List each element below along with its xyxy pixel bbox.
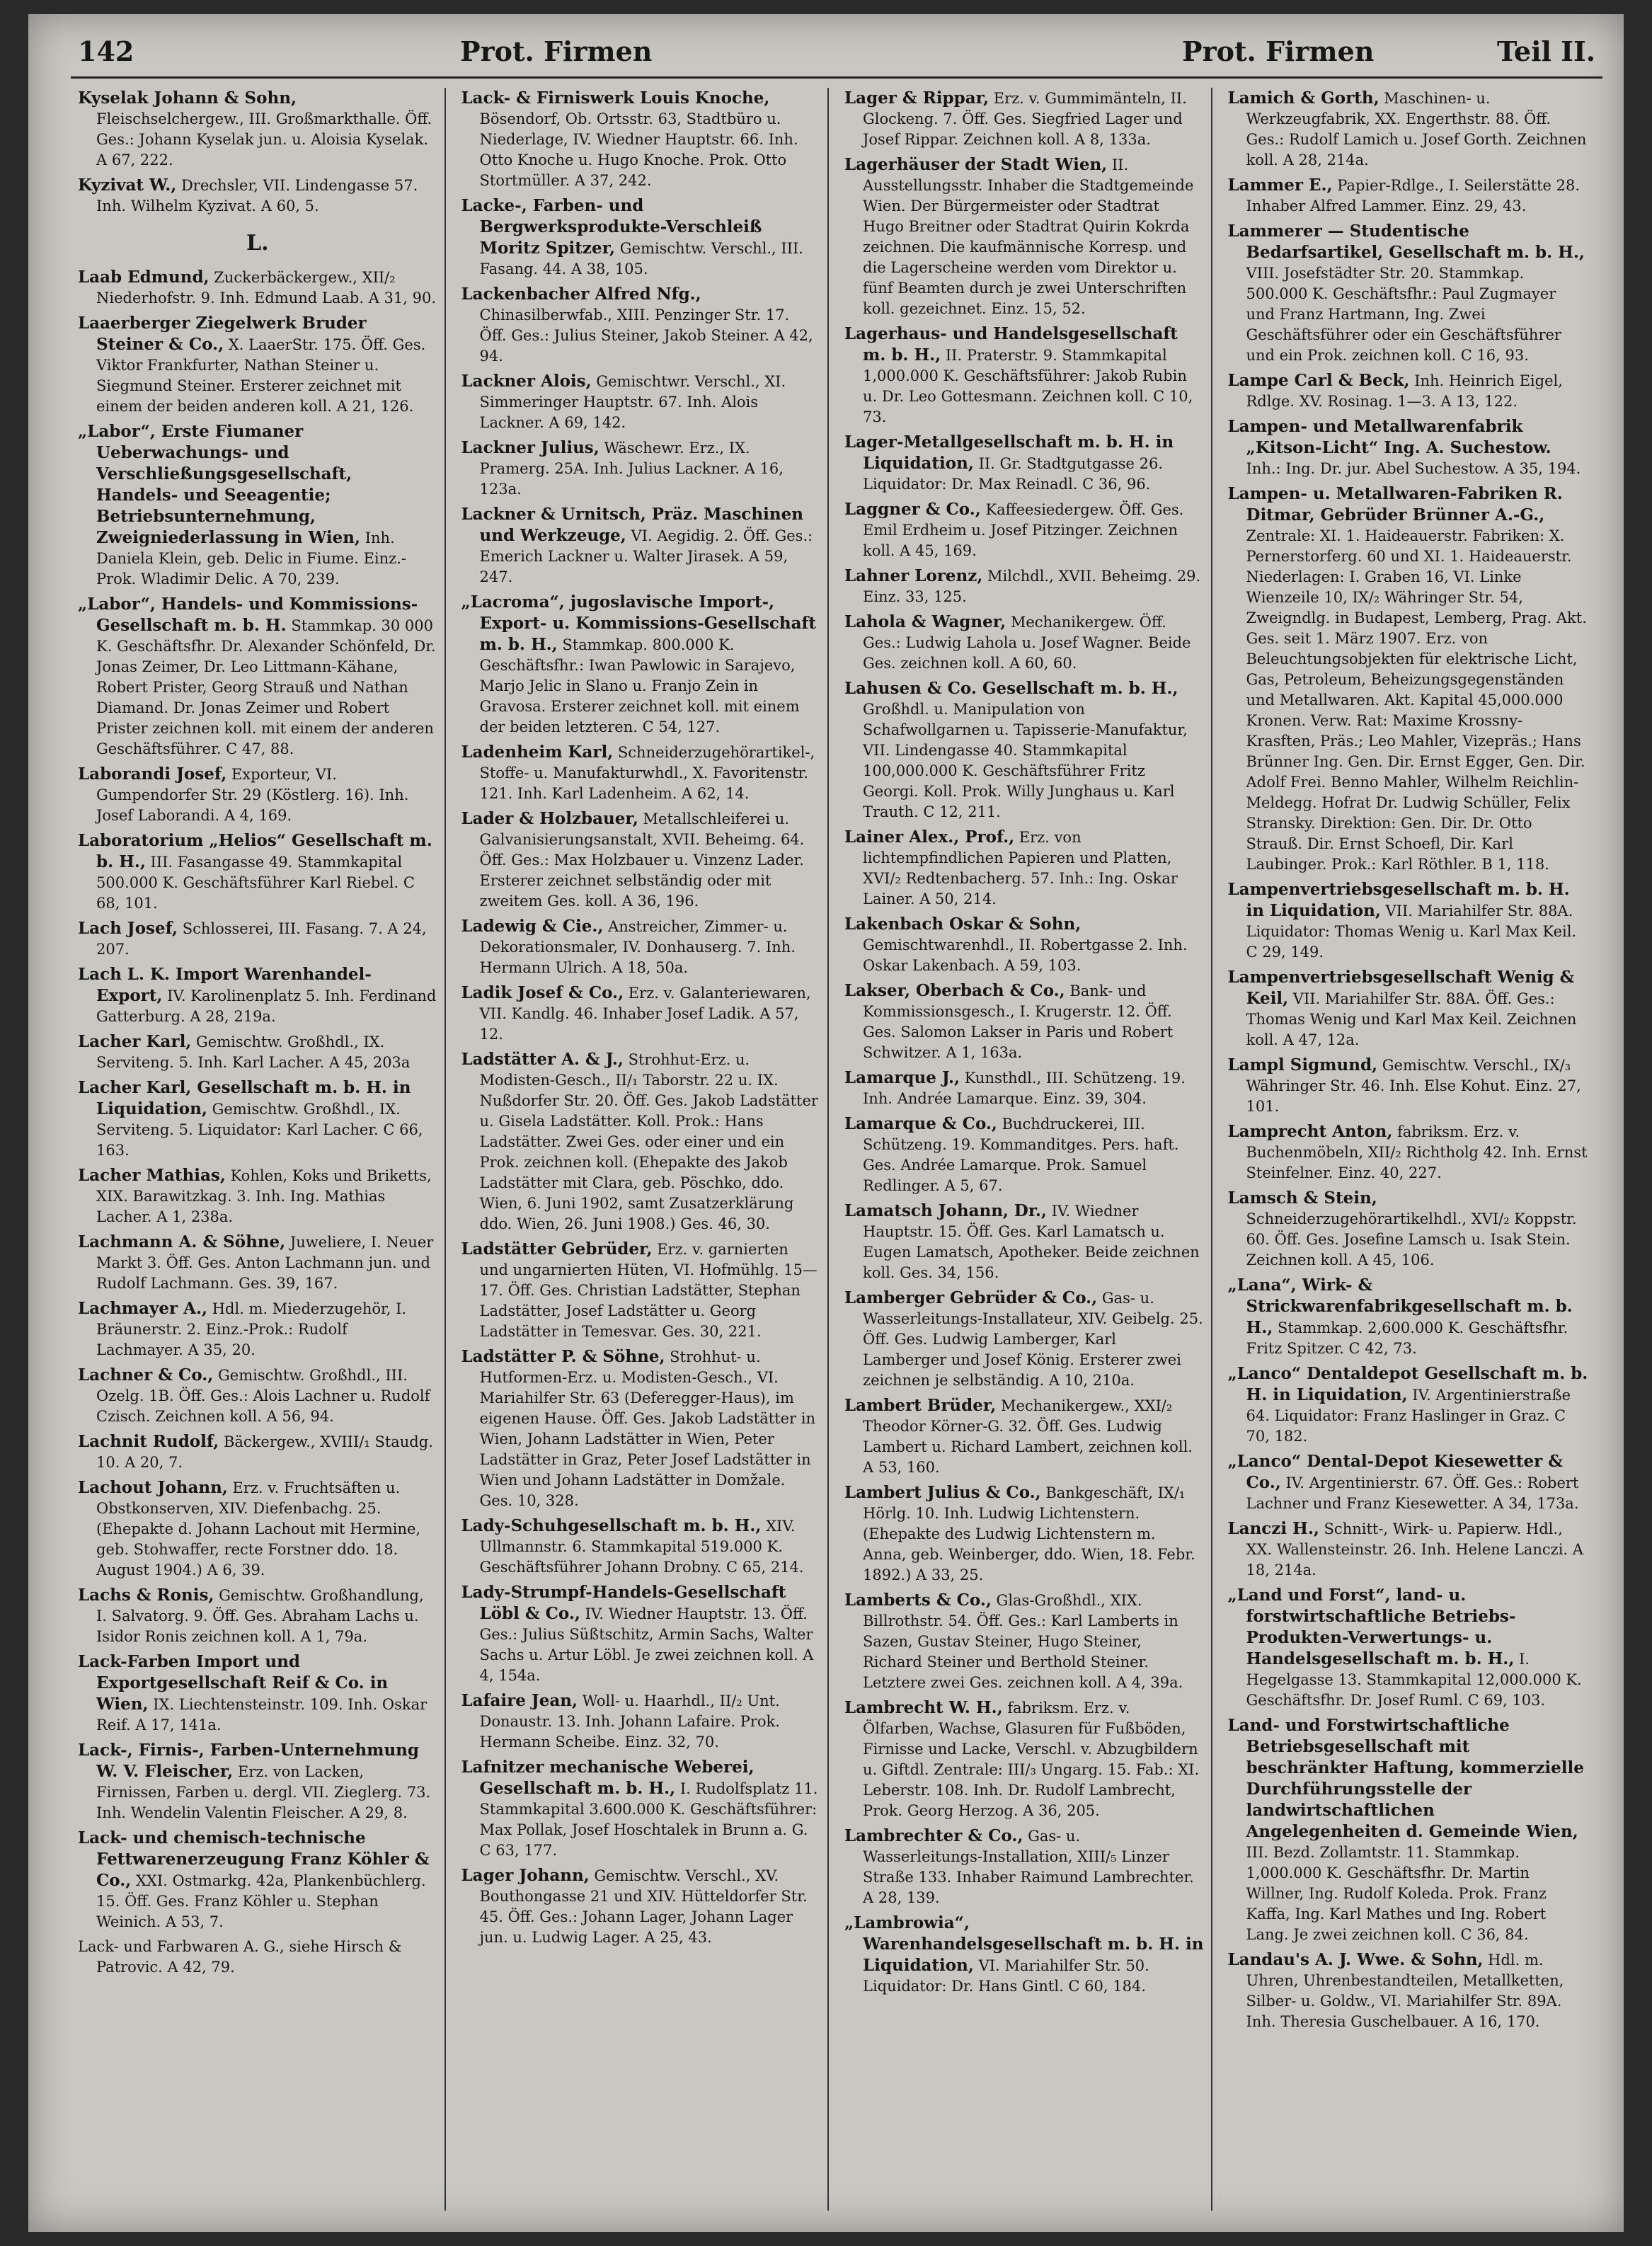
firm-details: fabriksm. Erz. v. Ölfarben, Wachse, Glasuren für Fußböden, Firnisse und Lacke, Verschl. v. Abzugbildern u. Giftdl. Zentrale: III/₃ Ungarg. 15. Fab.: XI. Leberstr. 108. Inh. Dr. Rudolf Lambrecht, Prok. Georg Herzog. A 36, 205.	[863, 1700, 1200, 1819]
firm-details: Erz. von Lacken, Firnissen, Farben u. dergl. VII. Zieglerg. 73. Inh. Wendelin Valentin Fleischer. A 29, 8.	[96, 1763, 431, 1821]
firm-name: Lambrechter & Co.,	[844, 1826, 1023, 1845]
firm-name: Lamarque & Co.,	[844, 1114, 997, 1133]
firm-details: Anstreicher, Zimmer- u. Dekorationsmaler, IV. Donhauserg. 7. Inh. Hermann Ulrich. A 18, 50a.	[479, 918, 796, 976]
firm-name: Lakser, Oberbach & Co.,	[844, 981, 1065, 1000]
firm-name: Lager & Rippar,	[844, 88, 990, 108]
firm-name: Lamarque J.,	[844, 1068, 960, 1087]
firm-name: „Labor“, Erste Fiumaner Ueberwachungs- und Verschließungsgesellschaft, Handels- und Seeagentie; Betriebsunternehmung, Zweigniederlassung in Wien,	[78, 422, 361, 547]
firm-name: Land- und Forstwirtschaftliche Betriebsgesellschaft mit beschränkter Haftung, kommerzielle Durchführungsstelle der landwirtschaftlichen Angelegenheiten d. Gemeinde Wien,	[1227, 1716, 1584, 1841]
firm-entry	[461, 808, 821, 912]
firm-entry	[78, 1740, 437, 1823]
firm-entry	[78, 1585, 437, 1647]
firm-entry	[78, 830, 437, 914]
firm-details: Bäckergew., XVIII/₁ Staudg. 10. A 20, 7.	[96, 1433, 433, 1471]
firm-entry	[78, 1651, 437, 1736]
firm-name: Lackenbacher Alfred Nfg.,	[461, 285, 701, 304]
firm-details: Drechsler, VII. Lindengasse 57. Inh. Wilhelm Kyzivat. A 60, 5.	[96, 177, 418, 214]
firm-name: Lambert Julius & Co.,	[844, 1483, 1041, 1502]
firm-entry	[461, 1346, 821, 1511]
firm-details: VII. Mariahilfer Str. 88A. Liquidator: Thomas Wenig u. Karl Max Keil. C 29, 149.	[1246, 903, 1577, 961]
firm-entry	[461, 1757, 821, 1861]
firm-details: Woll- u. Haarhdl., II/₂ Unt. Donaustr. 13. Inh. Johann Lafaire. Prok. Hermann Scheibe. Einz. 32, 70.	[479, 1692, 780, 1751]
firm-entry	[461, 592, 821, 738]
firm-details: I. Rudolfsplatz 11. Stammkapital 3.600.000 K. Geschäftsführer: Max Pollak, Josef Hoschtalek in Brunn a. G. C 63, 177.	[479, 1780, 818, 1859]
firm-name: Ladewig & Cie.,	[461, 917, 604, 936]
firm-details: Schnitt-, Wirk- u. Papierw. Hdl., XX. Wallensteinstr. 26. Inh. Helene Lanczi. A 18, 214a.	[1246, 1520, 1583, 1578]
firm-name: Lamatsch Johann, Dr.,	[844, 1201, 1047, 1220]
firm-name: Lachout Johann,	[78, 1478, 228, 1497]
page-number: 142	[78, 35, 134, 67]
firm-name: Lampe Carl & Beck,	[1227, 371, 1410, 390]
firm-name: Lamich & Gorth,	[1227, 88, 1379, 108]
firm-entry	[78, 1232, 437, 1294]
section-label: Teil II.	[1497, 35, 1595, 67]
firm-name: Lafnitzer mechanische Weberei, Gesellschaft m. b. H.,	[461, 1758, 755, 1798]
firm-entry	[78, 1477, 437, 1581]
firm-name: Lamsch & Stein,	[1227, 1188, 1377, 1208]
firm-entry	[461, 1582, 821, 1686]
running-title-right: Prot. Firmen	[1182, 35, 1375, 67]
firm-details: Exporteur, VI. Gumpendorfer Str. 29 (Köstlerg. 16). Inh. Josef Laborandi. A 4, 169.	[96, 766, 409, 824]
firm-entry	[844, 1067, 1204, 1109]
firm-details: VII. Mariahilfer Str. 88A. Öff. Ges.: Thomas Wenig und Karl Max Keil. Zeichnen koll. A 47, 12a.	[1246, 990, 1577, 1048]
firm-name: Lacher Karl, Gesellschaft m. b. H. in Liquidation,	[78, 1078, 411, 1118]
firm-details: Bankgeschäft, IX/₁ Hörlg. 10. Inh. Ludwig Lichtenstern. (Ehepakte des Ludwig Lichtenstern m. Anna, geb. Weinberger, ddo. Wien, 18. Febr. 1892.) A 33, 25.	[863, 1484, 1195, 1583]
firm-entry	[844, 1697, 1204, 1821]
firm-entry	[844, 154, 1204, 319]
firm-details: Strohhut- u. Hutformen-Erz. u. Modisten-Gesch., VI. Mariahilfer Str. 63 (Deferegger-Haus), im eigenen Hause. Öff. Ges. Jakob Ladstätter in Wien, Johann Ladstätter in Wien, Peter Ladstätter in Graz, Peter Josef Ladstätter in Wien und Johann Ladstätter in Domžale. Ges. 10, 328.	[479, 1348, 815, 1509]
firm-details: II. Gr. Stadtgutgasse 26. Liquidator: Dr. Max Reinadl. C 36, 96.	[863, 455, 1164, 493]
firm-entry	[461, 1516, 821, 1578]
firm-name: Ladenheim Karl,	[461, 743, 614, 762]
firm-details: I. Hegelgasse 13. Stammkapital 12,000.000 K. Geschäftsfhr. Dr. Josef Ruml. C 69, 103.	[1246, 1651, 1582, 1709]
firm-details: Erz. v. Fruchtsäften u. Obstkonserven, XIV. Diefenbachg. 25. (Ehepakte d. Johann Lachout mit Hermine, geb. Stohwaffer, recte Forstner ddo. 18. August 1904.) A 6, 39.	[96, 1479, 421, 1578]
firm-entry	[844, 432, 1204, 495]
firm-entry	[461, 371, 821, 433]
firm-entry	[844, 678, 1204, 823]
firm-name: Lach L. K. Import Warenhandel-Export,	[78, 965, 372, 1005]
firm-entry	[1228, 416, 1589, 479]
firm-details: Gas- u. Wasserleitungs-Installateur, XIV. Geibelg. 25. Öff. Ges. Ludwig Lamberger, Karl Lamberger und Josef König. Ersterer zwei zeichnen je selbständig. A 10, 210a.	[863, 1290, 1203, 1389]
firm-details: Juweliere, I. Neuer Markt 3. Öff. Ges. Anton Lachmann jun. und Rudolf Lachmann. Ges. 39, 167.	[96, 1234, 434, 1292]
firm-entry	[78, 918, 437, 960]
firm-name: Lady-Strumpf-Handels-Gesellschaft Löbl & Co.,	[461, 1583, 786, 1623]
firm-name: Laab Edmund,	[78, 268, 210, 287]
firm-details: II. Ausstellungsstr. Inhaber die Stadtgemeinde Wien. Der Bürgermeister oder Stadtrat Hugo Breitner oder Stadtrat Quirin Kokrda zeichnen. Die kaufmännische Korresp. und die Lagerscheine werden vom Direktor u. fünf Beamten durch je zwei Unterschriften koll. gezeichnet. Einz. 15, 52.	[863, 156, 1194, 317]
firm-name: Lack- & Firniswerk Louis Knoche,	[461, 88, 770, 108]
firm-entry	[461, 88, 821, 191]
firm-entry	[1228, 1188, 1589, 1271]
firm-details: Buchdruckerei, III. Schützeng. 19. Kommanditges. Pers. haft. Ges. Andrée Lamarque. Prok. Samuel Redlinger. A 5, 67.	[863, 1116, 1179, 1194]
firm-entry	[78, 1937, 437, 1978]
firm-entry	[1228, 1518, 1589, 1581]
firm-entry	[78, 1828, 437, 1932]
firm-entry	[78, 1431, 437, 1473]
firm-name: Lack-Farben Import und Exportgesellschaft Reif & Co. in Wien,	[78, 1652, 389, 1714]
firm-name: Lampen- und Metallwarenfabrik „Kitson-Licht“ Ing. A. Suchestow.	[1227, 417, 1551, 457]
firm-name: Lamprecht Anton,	[1227, 1122, 1393, 1141]
firm-entry	[1228, 175, 1589, 217]
firm-details: Inh. Heinrich Eigel, Rdlge. XV. Rosinag. 1—3. A 13, 122.	[1246, 372, 1563, 410]
firm-name: Lampenvertriebsgesellschaft m. b. H. in Liquidation,	[1227, 880, 1570, 920]
firm-name: „Labor“, Handels- und Kommissions-Gesellschaft m. b. H.	[78, 595, 418, 635]
firm-entry	[78, 88, 437, 171]
firm-entry	[844, 1288, 1204, 1391]
firm-details: Gemischtw. Großhdl., IX. Serviteng. 5. Liquidator: Karl Lacher. C 66, 163.	[96, 1101, 423, 1159]
firm-name: Lady-Schuhgesellschaft m. b. H.,	[461, 1516, 762, 1535]
firm-name: Lagerhäuser der Stadt Wien,	[844, 155, 1108, 174]
firm-details: Gas- u. Wasserleitungs-Installation, XIII/₅ Linzer Straße 133. Inhaber Raimund Lambrechter. A 28, 139.	[863, 1828, 1194, 1906]
firm-entry	[844, 1826, 1204, 1908]
firm-name: Kyselak Johann & Sohn,	[78, 88, 297, 108]
firm-details: Schneiderzugehörartikel-, Stoffe- u. Manufakturwhdl., X. Favoritenstr. 121. Inh. Karl Ladenheim. A 62, 14.	[479, 744, 815, 802]
firm-name: Lampl Sigmund,	[1227, 1055, 1378, 1075]
firm-name: Lambert Brüder,	[844, 1396, 997, 1415]
firm-details: Papier-Rdlge., I. Seilerstätte 28. Inhaber Alfred Lammer. Einz. 29, 43.	[1246, 177, 1581, 214]
firm-name: Lacher Mathias,	[78, 1166, 226, 1185]
firm-entry	[1228, 1585, 1589, 1711]
firm-details: Milchdl., XVII. Beheimg. 29. Einz. 33, 125.	[863, 568, 1201, 605]
firm-entry	[1228, 879, 1589, 963]
firm-entry	[461, 195, 821, 280]
firm-name: Lafaire Jean,	[461, 1691, 578, 1710]
firm-entry	[78, 594, 437, 760]
firm-details: IV. Wiedner Hauptstr. 13. Öff. Ges.: Julius Süßtschitz, Armin Sachs, Walter Sachs u. Artur Löbl. Je zwei zeichnen koll. A 4, 154a.	[479, 1605, 814, 1684]
firm-details: Mechanikergew. Öff. Ges.: Ludwig Lahola u. Josef Wagner. Beide Ges. zeichnen koll. A 60, 60.	[863, 614, 1191, 672]
firm-entry	[78, 421, 437, 590]
firm-details: Gemischtw. Großhdl., IX. Serviteng. 5. Inh. Karl Lacher. A 45, 203a	[96, 1033, 411, 1071]
firm-name: Lager-Metallgesellschaft m. b. H. in Liquidation,	[844, 432, 1174, 473]
firm-entry	[1228, 1715, 1589, 1945]
firm-name: Lanczi H.,	[1227, 1519, 1319, 1538]
firm-details: VIII. Josefstädter Str. 20. Stammkap. 500.000 K. Geschäftsfhr.: Paul Zugmayer und Franz Hartmann, Ing. Zwei Geschäftsführer oder ein Geschäftsführer und ein Prok. zeichnen koll. C 16, 93.	[1246, 265, 1561, 364]
firm-name: Ladstätter A. & J.,	[461, 1050, 624, 1069]
firm-details: Gemischtw. Verschl., XV. Bouthongasse 21 und XIV. Hütteldorfer Str. 45. Öff. Ges.: Johann Lager, Johann Lager jun. u. Ludwig Lager. A 25, 43.	[479, 1867, 808, 1946]
firm-details: X. LaaerStr. 175. Öff. Ges. Viktor Frankfurter, Nathan Steiner u. Siegmund Steiner. Ersterer zeichnet mit einem der beiden anderen koll. A 21, 126.	[96, 336, 426, 415]
firm-name: Lahusen & Co. Gesellschaft m. b. H.,	[844, 679, 1178, 698]
column-4	[1228, 88, 1596, 2211]
firm-name: „Lanco“ Dentaldepot Gesellschaft m. b. H. in Liquidation,	[1227, 1364, 1588, 1404]
firm-details: XIV. Ullmannstr. 6. Stammkapital 519.000 K. Geschäftsführer Johann Drobny. C 65, 214.	[479, 1518, 804, 1576]
firm-entry	[1228, 967, 1589, 1050]
firm-details: Chinasilberwfab., XIII. Penzinger Str. 17. Öff. Ges.: Julius Steiner, Jakob Steiner. A 42, 94.	[479, 306, 813, 365]
firm-name: Lackner Alois,	[461, 372, 592, 391]
firm-entry	[78, 313, 437, 417]
firm-entry	[78, 1365, 437, 1427]
firm-details: Schlosserei, III. Fasang. 7. A 24, 207.	[96, 920, 427, 958]
firm-name: Laborandi Josef,	[78, 764, 227, 784]
firm-name: Lachner & Co.,	[78, 1365, 214, 1385]
firm-entry	[1228, 1451, 1589, 1514]
firm-entry	[461, 742, 821, 804]
firm-name: Lammerer — Studentische Bedarfsartikel, Gesellschaft m. b. H.,	[1227, 222, 1585, 262]
firm-details: Bösendorf, Ob. Ortsstr. 63, Stadtbüro u. Niederlage, IV. Wiedner Hauptstr. 66. Inh. Otto Knoche u. Hugo Knoche. Prok. Otto Stortmüller. A 37, 242.	[479, 110, 798, 189]
firm-details: IV. Argentinierstraße 64. Liquidator: Franz Haslinger in Graz. C 70, 182.	[1246, 1387, 1571, 1445]
firm-details: Gemischtw. Verschl., III. Fasang. 44. A 38, 105.	[479, 240, 803, 277]
firm-name: Lacher Karl,	[78, 1032, 192, 1051]
firm-entry	[844, 88, 1204, 150]
firm-details: III. Fasangasse 49. Stammkapital 500.000 K. Geschäftsführer Karl Riebel. C 68, 101.	[96, 854, 415, 912]
firm-name: Lammer E.,	[1227, 176, 1333, 195]
firm-details: Gemischtw. Verschl., IX/₃ Währinger Str. 46. Inh. Else Kohut. Einz. 27, 101.	[1246, 1057, 1581, 1115]
firm-name: Lakenbach Oskar & Sohn,	[844, 915, 1082, 934]
firm-entry	[1228, 483, 1589, 875]
firm-name: Laggner & Co.,	[844, 500, 981, 519]
page-header	[78, 27, 1595, 76]
firm-entry	[461, 982, 821, 1045]
firm-name: Lamberts & Co.,	[844, 1591, 992, 1610]
firm-details: Maschinen- u. Werkzeugfabrik, XX. Engerthstr. 88. Öff. Ges.: Rudolf Lamich u. Josef Gorth. Zeichnen koll. A 28, 214a.	[1246, 90, 1587, 168]
firm-entry	[1228, 1121, 1589, 1184]
firm-details: Glas-Großhdl., XIX. Billrothstr. 54. Öff. Ges.: Karl Lamberts in Sazen, Gustav Steiner, Hugo Steiner, Richard Steiner und Berthold Steiner. Letztere zwei Ges. zeichnen koll. A 4, 39a.	[863, 1592, 1183, 1691]
firm-details: II. Praterstr. 9. Stammkapital 1,000.000 K. Geschäftsführer: Jakob Rubin u. Dr. Leo Gottesmann. Zeichnen koll. C 10, 73.	[863, 347, 1193, 425]
firm-entry	[1228, 221, 1589, 366]
section-letter: L.	[246, 231, 269, 256]
firm-entry	[1228, 1055, 1589, 1117]
firm-details: Kunsthdl., III. Schützeng. 19. Inh. Andrée Lamarque. Einz. 39, 304.	[863, 1070, 1186, 1107]
firm-name: Laboratorium „Helios“ Gesellschaft m. b. H.,	[78, 831, 432, 871]
firm-entry	[461, 504, 821, 588]
firm-details: Metallschleiferei u. Galvanisierungsanstalt, XVII. Beheimg. 64. Öff. Ges.: Max Holzbauer u. Vinzenz Lader. Ersterer zeichnet selbständig oder mit zweitem Ges. koll. A 36, 196.	[479, 810, 805, 910]
firm-name: Lampen- u. Metallwaren-Fabriken R. Ditmar, Gebrüder Brünner A.-G.,	[1227, 484, 1563, 525]
firm-entry	[78, 1077, 437, 1161]
firm-details: Mechanikergew., XXI/₂ Theodor Körner-G. 32. Öff. Ges. Ludwig Lambert u. Richard Lambert, zeichnen koll. A 53, 160.	[863, 1397, 1193, 1476]
firm-details: Gemischtwarenhdl., II. Robertgasse 2. Inh. Oskar Lakenbach. A 59, 103.	[863, 936, 1188, 974]
firm-entry	[1228, 1949, 1589, 2032]
firm-details: Strohhut-Erz. u. Modisten-Gesch., II/₁ Taborstr. 22 u. IX. Nußdorfer Str. 20. Öff. Ges. Jakob Ladstätter u. Gisela Ladstätter. Koll. Prok.: Hans Ladstätter. Zwei Ges. oder einer und ein Prok. zeichnen koll. (Ehepakte des Jakob Ladstätter mit Clara, geb. Pöschko, ddo. Wien, 6. Juni 1902, samt Zusatzerklärung ddo. Wien, 26. Juni 1908.) Ges. 46, 30.	[479, 1051, 818, 1232]
firm-details: Kohlen, Koks und Briketts, XIX. Barawitzkag. 3. Inh. Ing. Mathias Lacher. A 1, 238a.	[96, 1167, 432, 1225]
firm-name: Lahola & Wagner,	[844, 612, 1006, 631]
firm-details: Hdl. m. Miederzugehör, I. Bräunerstr. 2. Einz.-Prok.: Rudolf Lachmayer. A 35, 20.	[96, 1300, 407, 1358]
firm-details: Erz. von lichtempfindlichen Papieren und Platten, XVI/₂ Redtenbacherg. 57. Inh.: Ing. Oskar Lainer. A 50, 214.	[863, 829, 1178, 907]
firm-entry	[844, 1201, 1204, 1283]
firm-details: Inh.: Ing. Dr. jur. Abel Suchestow. A 35, 194.	[1246, 460, 1581, 477]
firm-entry	[78, 1031, 437, 1073]
entry-text: Lack- und Farbwaren A. G., siehe Hirsch & Patrovic. A 42, 79.	[78, 1938, 402, 1976]
firm-details: Großhdl. u. Manipulation von Schafwollgarnen u. Tapisserie-Manufaktur, VII. Lindengasse 40. Stammkapital 100,000.000 K. Geschäftsführer Fritz Georgi. Koll. Prok. Willy Junghaus u. Karl Trauth. C 12, 211.	[863, 701, 1188, 820]
firm-name: „Lanco“ Dental-Depot Kiesewetter & Co.,	[1227, 1452, 1563, 1492]
running-title-left: Prot. Firmen	[460, 35, 653, 67]
firm-name: „Land und Forst“, land- u. forstwirtschaftliche Betriebs-Produkten-Verwertungs- u. Handelsgesellschaft m. b. H.,	[1227, 1586, 1516, 1668]
firm-details: Schneiderzugehörartikelhdl., XVI/₂ Koppstr. 60. Öff. Ges. Josefine Lamsch u. Isak Stein. Zeichnen koll. A 45, 106.	[1246, 1210, 1577, 1268]
firm-name: Kyzivat W.,	[78, 176, 177, 195]
entry-columns	[78, 88, 1595, 2211]
firm-name: „Lacroma“, jugoslavische Import-, Export- u. Kommissions-Gesellschaft m. b. H.,	[461, 592, 817, 654]
firm-details: fabriksm. Erz. v. Buchenmöbeln, XII/₂ Richtholg 42. Inh. Ernst Steinfelner. Einz. 40, 227.	[1246, 1123, 1588, 1181]
firm-entry	[78, 1298, 437, 1360]
firm-name: Lader & Holzbauer,	[461, 809, 638, 828]
firm-entry	[844, 323, 1204, 428]
firm-details: VI. Mariahilfer Str. 50. Liquidator: Dr. Hans Gintl. C 60, 184.	[863, 1957, 1149, 1995]
firm-entry	[844, 1590, 1204, 1693]
firm-details: Hdl. m. Uhren, Uhrenbestandteilen, Metallketten, Silber- u. Goldw., VI. Mariahilfer Str. 89A. Inh. Theresia Guschelbauer. A 16, 170.	[1246, 1952, 1564, 2030]
firm-name: Lahner Lorenz,	[844, 566, 983, 585]
firm-entry	[1228, 1275, 1589, 1359]
firm-name: Lach Josef,	[78, 919, 178, 938]
firm-name: „Lana“, Wirk- & Strickwarenfabrikgesellschaft m. b. H.,	[1227, 1276, 1573, 1337]
firm-name: Ladstätter P. & Söhne,	[461, 1347, 665, 1366]
firm-details: IX. Liechtensteinstr. 109. Inh. Oskar Reif. A 17, 141a.	[96, 1696, 428, 1734]
firm-entry	[461, 1239, 821, 1342]
firm-details: IV. Argentinierstr. 67. Öff. Ges.: Robert Lachner und Franz Kiesewetter. A 34, 173a.	[1246, 1474, 1579, 1512]
firm-details: XXI. Ostmarkg. 42a, Plankenbüchlerg. 15. Öff. Ges. Franz Köhler u. Stephan Weinich. A 53, 7.	[96, 1872, 426, 1930]
firm-entry	[461, 284, 821, 367]
firm-entry	[78, 964, 437, 1027]
firm-details: Wäschewr. Erz., IX. Pramerg. 25A. Inh. Julius Lackner. A 16, 123a.	[479, 440, 784, 498]
firm-entry	[844, 980, 1204, 1063]
firm-entry	[461, 1690, 821, 1753]
firm-entry	[78, 1165, 437, 1227]
firm-name: Lacke-, Farben- und Bergwerksprodukte-Verschleiß Moritz Spitzer,	[461, 196, 762, 258]
firm-details: Zuckerbäckergew., XII/₂ Niederhofstr. 9. Inh. Edmund Laab. A 31, 90.	[96, 269, 437, 306]
firm-name: Ladik Josef & Co.,	[461, 983, 624, 1002]
firm-name: Lachmann A. & Söhne,	[78, 1232, 286, 1251]
firm-details: Erz. v. Galanteriewaren, VII. Kandlg. 46. Inhaber Josef Ladik. A 57, 12.	[479, 985, 811, 1043]
firm-name: Lachs & Ronis,	[78, 1586, 214, 1605]
firm-details: Stammkap. 30 000 K. Geschäftsfhr. Dr. Alexander Schönfeld, Dr. Jonas Zeimer, Dr. Leo Littmann-Kähane, Robert Prister, Georg Strauß und Nathan Diamand. Dr. Jonas Zeimer und Robert Prister zeichnen koll. mit einem der anderen Geschäftsführer. C 47, 88.	[96, 617, 436, 757]
firm-entry	[844, 1482, 1204, 1586]
firm-details: Kaffeesiedergew. Öff. Ges. Emil Erdheim u. Josef Pitzinger. Zeichnen koll. A 45, 169.	[863, 501, 1184, 559]
header-rule	[71, 76, 1602, 79]
firm-name: Lackner & Urnitsch, Präz. Maschinen und Werkzeuge,	[461, 505, 803, 545]
firm-name: Lachmayer A.,	[78, 1299, 208, 1318]
firm-details: VI. Aegidig. 2. Öff. Ges.: Emerich Lackner u. Walter Jirasek. A 59, 247.	[479, 527, 813, 585]
firm-details: Fleischselchergew., III. Großmarkthalle. Öff. Ges.: Johann Kyselak jun. u. Aloisia Kyselak. A 67, 222.	[96, 110, 432, 168]
firm-name: Lampenvertriebsgesellschaft Wenig & Keil,	[1227, 968, 1575, 1008]
firm-name: Lack- und chemisch-technische Fettwarenerzeugung Franz Köhler & Co.,	[78, 1828, 430, 1890]
column-1	[78, 88, 446, 2211]
firm-entry	[844, 612, 1204, 674]
firm-details: Zentrale: XI. 1. Haideauerstr. Fabriken: X. Pernerstorferg. 60 und XI. 1. Haideauerstr. Niederlagen: I. Graben 16, VI. Linke Wienzeile 10, IX/₂ Währinger Str. 54, Zweigndlg. in Budapest, Lemberg, Prag. Akt. Ges. seit 1. März 1907. Erz. von Beleuchtungsobjekten für elektrische Licht, Gas, Petroleum, Beheizungsgegenständen und Metallwaren. Akt. Kapital 45,000.000 Kronen. Verw. Rat: Maxime Krossny-Krasften, Präs.; Leo Mahler, Vizepräs.; Hans Brünner Ing. Gen. Dir. Ernst Egger, Gen. Dir. Adolf Frei. Benno Mahler, Wilhelm Reichlin-Meldegg. Hofrat Dr. Ludwig Schüller, Felix Stransky. Direktion: Gen. Dir. Dr. Otto Strauß. Dir. Ernst Schoefl, Dir. Karl Laubinger. Prok.: Karl Röthler. B 1, 118.	[1246, 527, 1587, 873]
firm-name: Lambrecht W. H.,	[844, 1698, 1003, 1717]
firm-details: Gemischtwr. Verschl., XI. Simmeringer Hauptstr. 67. Inh. Alois Lackner. A 69, 142.	[479, 373, 786, 431]
firm-name: Ladstätter Gebrüder,	[461, 1239, 653, 1259]
firm-entry	[78, 764, 437, 826]
firm-entry	[844, 1913, 1204, 1997]
firm-entry	[461, 437, 821, 500]
firm-details: Erz. v. garnierten und ungarnierten Hüten, VI. Hofmühlg. 15—17. Öff. Ges. Christian Ladstätter, Stephan Ladstätter, Josef Ladstätter u. Georg Ladstätter in Temesvar. Ges. 30, 221.	[479, 1241, 818, 1340]
firm-details: Bank- und Kommissionsgesch., I. Krugerstr. 12. Öff. Ges. Salomon Lakser in Paris und Robert Schwitzer. A 1, 163a.	[863, 982, 1174, 1061]
firm-name: „Lambrowia“, Warenhandelsgesellschaft m. b. H. in Liquidation,	[844, 1913, 1204, 1975]
firm-details: IV. Karolinenplatz 5. Inh. Ferdinand Gatterburg. A 28, 219a.	[96, 987, 437, 1025]
firm-entry	[1228, 88, 1589, 171]
firm-name: Laaerberger Ziegelwerk Bruder Steiner & Co.,	[78, 314, 367, 354]
column-2	[461, 88, 830, 2211]
column-3	[844, 88, 1212, 2211]
firm-entry	[844, 1113, 1204, 1196]
firm-details: Inh. Daniela Klein, geb. Delic in Fiume. Einz.-Prok. Wladimir Delic. A 70, 239.	[96, 529, 406, 588]
firm-name: Lagerhaus- und Handelsgesellschaft m. b. H.,	[844, 324, 1178, 365]
firm-name: Landau's A. J. Wwe. & Sohn,	[1227, 1950, 1484, 1969]
firm-name: Lack-, Firnis-, Farben-Unternehmung W. V. Fleischer,	[78, 1741, 419, 1781]
firm-name: Lackner Julius,	[461, 438, 600, 457]
firm-entry	[844, 1395, 1204, 1478]
firm-name: Lainer Alex., Prof.,	[844, 827, 1015, 847]
firm-details: Erz. v. Gummimänteln, II. Glockeng. 7. Öff. Ges. Siegfried Lager und Josef Rippar. Zeichnen koll. A 8, 133a.	[863, 90, 1187, 148]
firm-name: Lachnit Rudolf,	[78, 1432, 219, 1451]
firm-entry	[844, 827, 1204, 910]
firm-entry	[78, 267, 437, 309]
firm-name: Lager Johann,	[461, 1866, 590, 1885]
firm-details: Stammkap. 800.000 K. Geschäftsfhr.: Iwan Pawlowic in Sarajevo, Marjo Jelic in Slano u. Franjo Zein in Gravosa. Ersterer zeichnet koll. mit einem der beiden letzteren. C 54, 127.	[479, 636, 800, 735]
firm-entry	[461, 1049, 821, 1234]
firm-details: IV. Wiedner Hauptstr. 15. Öff. Ges. Karl Lamatsch u. Eugen Lamatsch, Apotheker. Beide zeichnen koll. Ges. 34, 156.	[863, 1203, 1200, 1281]
firm-details: Gemischtw. Großhdl., III. Ozelg. 1B. Öff. Ges.: Alois Lachner u. Rudolf Czisch. Zeichnen koll. A 56, 94.	[96, 1367, 430, 1425]
firm-entry	[844, 499, 1204, 561]
firm-name: Lamberger Gebrüder & Co.,	[844, 1288, 1098, 1307]
firm-entry	[461, 916, 821, 978]
firm-details: Gemischtw. Großhandlung, I. Salvatorg. 9. Öff. Ges. Abraham Lachs u. Isidor Ronis zeichnen koll. A 1, 79a.	[96, 1587, 424, 1645]
firm-entry	[1228, 1363, 1589, 1447]
firm-entry	[461, 1865, 821, 1948]
firm-entry	[78, 175, 437, 217]
firm-entry	[1228, 370, 1589, 412]
firm-entry	[844, 914, 1204, 976]
firm-details: III. Bezd. Zollamtstr. 11. Stammkap. 1,000.000 K. Geschäftsfhr. Dr. Martin Willner, Ing. Rudolf Koleda. Prok. Franz Kaffa, Ing. Karl Mathes und Ing. Robert Lang. Je zwei zeichnen koll. C 36, 84.	[1246, 1844, 1547, 1943]
firm-details: Stammkap. 2,600.000 K. Geschäftsfhr. Fritz Spitzer. C 42, 73.	[1246, 1319, 1568, 1357]
directory-page	[28, 14, 1624, 2232]
firm-entry	[844, 566, 1204, 607]
